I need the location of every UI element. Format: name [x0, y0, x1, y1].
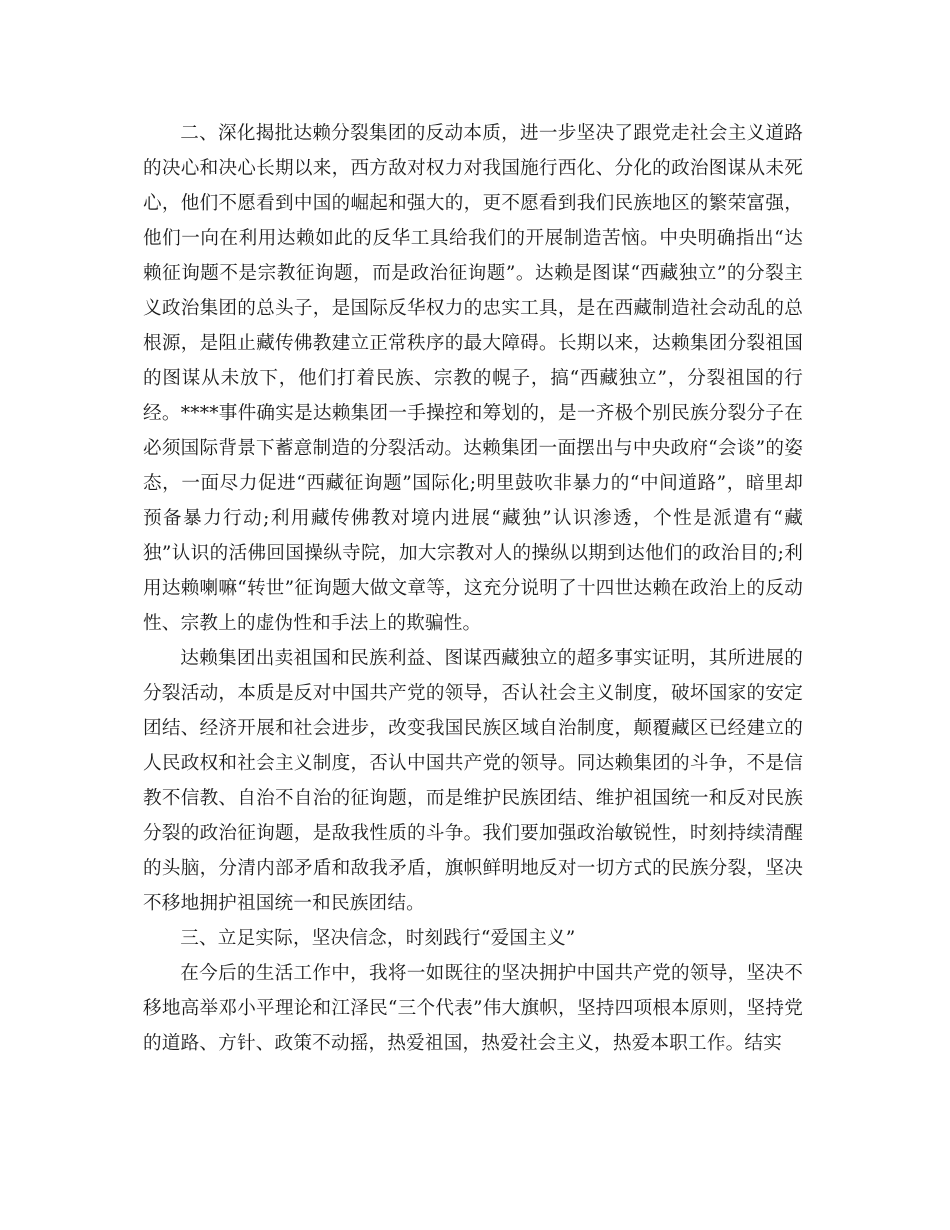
paragraph-section-two: 二、深化揭批达赖分裂集团的反动本质，进一步坚决了跟党走社会主义道路的决心和决心长期以来，西方敌对权力对我国施行西化、分化的政治图谋从未死心，他们不愿看到中国的崛起和强大的，更不愿看到我们民族地区的繁荣富强，他们一向在利用达赖如此的反华工具给我们的开展制造苦恼。中央明确指出“达赖征询题不是宗教征询题，而是政治征询题”。达赖是图谋“西藏独立”的分裂主义政治集团的总头子，是国际反华权力的忠实工具，是在西藏制造社会动乱的总根源，是阻止藏传佛教建立正常秩序的最大障碍。长期以来，达赖集团分裂祖国的图谋从未放下，他们打着民族、宗教的幌子，搞“西藏独立”，分裂祖国的行经。****事件确实是达赖集团一手操控和筹划的，是一齐极个别民族分裂分子在必须国际背景下蓄意制造的分裂活动。达赖集团一面摆出与中央政府“会谈”的姿态，一面尽力促进“西藏征询题”国际化;明里鼓吹非暴力的“中间道路”，暗里却预备暴力行动;利用藏传佛教对境内进展“藏独”认识渗透，个性是派遣有“藏独”认识的活佛回国操纵寺院，加大宗教对人的操纵以期到达他们的政治目的;利用达赖喇嘛“转世”征询题大做文章等，这充分说明了十四世达赖在政治上的反动性、宗教上的虚伪性和手法上的欺骗性。 [143, 123, 803, 634]
paragraph-future-work: 在今后的生活工作中，我将一如既往的坚决拥护中国共产党的领导，坚决不移地高举邓小平理论和江泽民“三个代表”伟大旗帜，坚持四项根本原则，坚持党的道路、方针、政策不动摇，热爱祖国，热爱社会主义，热爱本职工作。结实 [143, 963, 803, 1054]
document-body [143, 116, 803, 1061]
heading-section-three: 三、立足实际，坚决信念，时刻践行“爱国主义” [180, 928, 576, 949]
paragraph-dalai-clique: 达赖集团出卖祖国和民族利益、图谋西藏独立的超多事实证明，其所进展的分裂活动，本质是反对中国共产党的领导，否认社会主义制度，破坏国家的安定团结、经济开展和社会进步，改变我国民族区域自治制度，颠覆藏区已经建立的人民政权和社会主义制度，否认中国共产党的领导。同达赖集团的斗争，不是信教不信教、自治不自治的征询题，而是维护民族团结、维护祖国统一和反对民族分裂的政治征询题，是敌我性质的斗争。我们要加强政治敏锐性，时刻持续清醒的头脑，分清内部矛盾和敌我矛盾，旗帜鲜明地反对一切方式的民族分裂，坚决不移地拥护祖国统一和民族团结。 [143, 648, 803, 914]
